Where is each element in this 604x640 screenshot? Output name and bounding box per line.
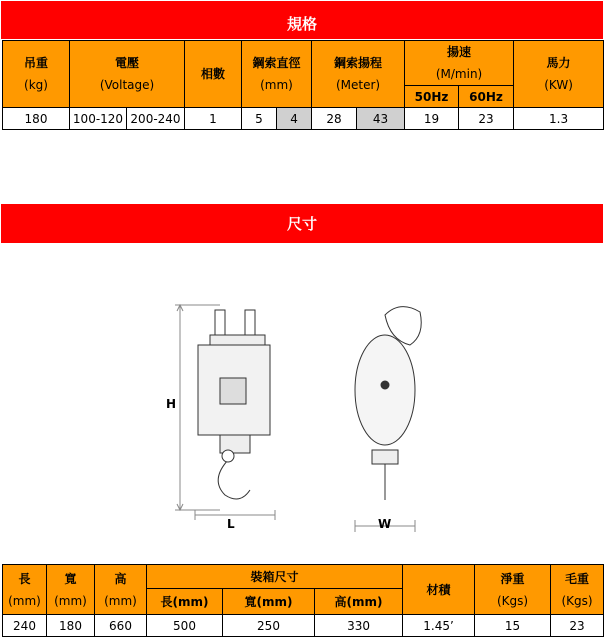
voltage-a-value: 100-120 <box>70 108 127 130</box>
box-size-header: 裝箱尺寸 <box>147 565 403 589</box>
spec-table <box>2 40 604 130</box>
volume-header: 材積 <box>403 565 475 615</box>
gross-weight-value: 23 <box>551 615 604 637</box>
net-weight-header: 淨重 (Kgs) <box>475 565 551 615</box>
phase-value: 1 <box>185 108 242 130</box>
speed-60-value: 23 <box>459 108 514 130</box>
length-value: 240 <box>3 615 47 637</box>
hoist-diagram <box>160 290 460 535</box>
width-header: 寬 (mm) <box>47 565 95 615</box>
height-header: 高 (mm) <box>95 565 147 615</box>
size-banner: 尺寸 <box>1 204 603 243</box>
length-header: 長 (mm) <box>3 565 47 615</box>
spec-banner: 規格 <box>1 1 603 39</box>
height-label: H <box>166 397 177 411</box>
box-width-header: 寬(mm) <box>223 589 315 615</box>
dimension-table <box>2 564 604 637</box>
box-length-header: 長(mm) <box>147 589 223 615</box>
wire-length-header: 鋼索揚程 (Meter) <box>312 41 405 108</box>
net-weight-value: 15 <box>475 615 551 637</box>
weight-header: 吊重 (kg) <box>3 41 70 108</box>
height-value: 660 <box>95 615 147 637</box>
box-length-value: 500 <box>147 615 223 637</box>
voltage-b-value: 200-240 <box>127 108 185 130</box>
phase-header: 相數 <box>185 41 242 108</box>
box-height-value: 330 <box>315 615 403 637</box>
wire-diameter-header: 鋼索直徑 (mm) <box>242 41 312 108</box>
diameter-a-value: 5 <box>242 108 277 130</box>
power-value: 1.3 <box>514 108 604 130</box>
voltage-header: 電壓 (Voltage) <box>70 41 185 108</box>
box-width-value: 250 <box>223 615 315 637</box>
diameter-b-value: 4 <box>277 108 312 130</box>
weight-value: 180 <box>3 108 70 130</box>
power-header: 馬力 (KW) <box>514 41 604 108</box>
width-value: 180 <box>47 615 95 637</box>
length-a-value: 28 <box>312 108 357 130</box>
speed-50-value: 19 <box>405 108 459 130</box>
length-label: L <box>227 517 235 531</box>
lift-speed-header: 揚速 (M/min) <box>405 41 514 86</box>
box-height-header: 高(mm) <box>315 589 403 615</box>
width-label: W <box>378 517 392 531</box>
length-b-value: 43 <box>357 108 405 130</box>
gross-weight-header: 毛重 (Kgs) <box>551 565 604 615</box>
volume-value: 1.45’ <box>403 615 475 637</box>
speed-50hz-header: 50Hz <box>405 86 459 108</box>
speed-60hz-header: 60Hz <box>459 86 514 108</box>
